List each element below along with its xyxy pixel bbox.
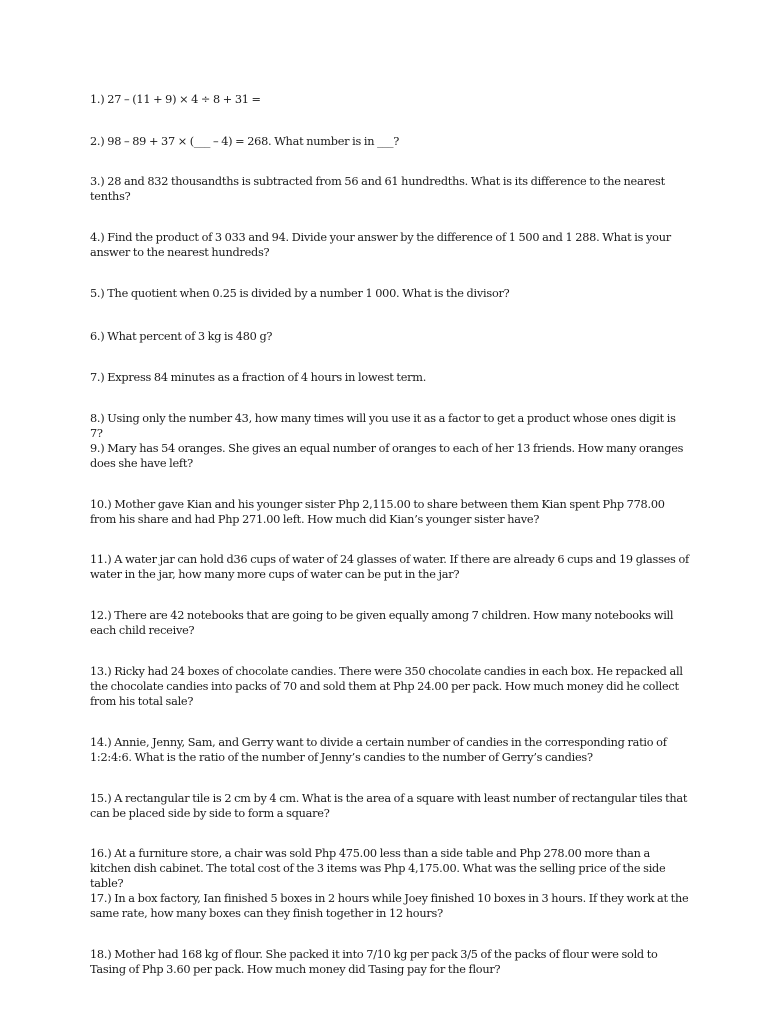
question-7: 7.) Express 84 minutes as a fraction of 4 hours in lowest term. — [90, 371, 427, 384]
question-17: 17.) In a box factory, Ian finished 5 boxes in 2 hours while Joey finished 10 boxes in 3 hours. If they work at the same rate, how many boxes can they finish together in 12 hours? — [90, 892, 689, 920]
question-6: 6.) What percent of 3 kg is 480 g? — [90, 330, 273, 343]
question-15: 15.) A rectangular tile is 2 cm by 4 cm. What is the area of a square with least number of rectangular tiles that can be placed side by side to form a square? — [90, 792, 688, 820]
question-11: 11.) A water jar can hold d36 cups of water of 24 glasses of water. If there are already 6 cups and 19 glasses of water in the jar, how many more cups of water can be put in the jar? — [90, 553, 689, 581]
question-16: 16.) At a furniture store, a chair was sold Php 475.00 less than a side table and Php 278.00 more than a kitchen dish cabinet. The total cost of the 3 items was Php 4,175.00. What was the selling price of the side table? — [90, 847, 666, 890]
question-14: 14.) Annie, Jenny, Sam, and Gerry want to divide a certain number of candies in the corresponding ratio of 1:2:4:6. What is the ratio of the number of Jenny’s candies to the number of Gerry’s candies? — [90, 736, 667, 764]
question-18: 18.) Mother had 168 kg of flour. She packed it into 7/10 kg per pack 3/5 of the packs of flour were sold to Tasing of Php 3.60 per pack. How much money did Tasing pay for the flour? — [90, 948, 658, 976]
question-3: 3.) 28 and 832 thousandths is subtracted from 56 and 61 hundredths. What is its difference to the nearest tenths? — [90, 175, 665, 203]
question-5: 5.) The quotient when 0.25 is divided by a number 1 000. What is the divisor? — [90, 287, 510, 300]
question-13: 13.) Ricky had 24 boxes of chocolate candies. There were 350 chocolate candies in each box. He repacked all the chocolate candies into packs of 70 and sold them at Php 24.00 per pack. How much money did he collect from his total sale? — [90, 665, 683, 708]
question-9: 9.) Mary has 54 oranges. She gives an equal number of oranges to each of her 13 friends. How many oranges does she have left? — [90, 442, 684, 470]
question-4: 4.) Find the product of 3 033 and 94. Divide your answer by the difference of 1 500 and 1 288. What is your answer to the nearest hundreds? — [90, 231, 671, 259]
question-8: 8.) Using only the number 43, how many times will you use it as a factor to get a product whose ones digit is 7? — [90, 412, 676, 440]
question-12: 12.) There are 42 notebooks that are going to be given equally among 7 children. How many notebooks will each child receive? — [90, 609, 674, 637]
question-1: 1.) 27 – (11 + 9) × 4 ÷ 8 + 31 = — [90, 93, 261, 106]
question-10: 10.) Mother gave Kian and his younger sister Php 2,115.00 to share between them Kian spent Php 778.00 from his share and had Php 271.00 left. How much did Kian’s younger sister have? — [90, 498, 665, 526]
question-2: 2.) 98 – 89 + 37 × (___ – 4) = 268. What number is in ___? — [90, 135, 400, 148]
